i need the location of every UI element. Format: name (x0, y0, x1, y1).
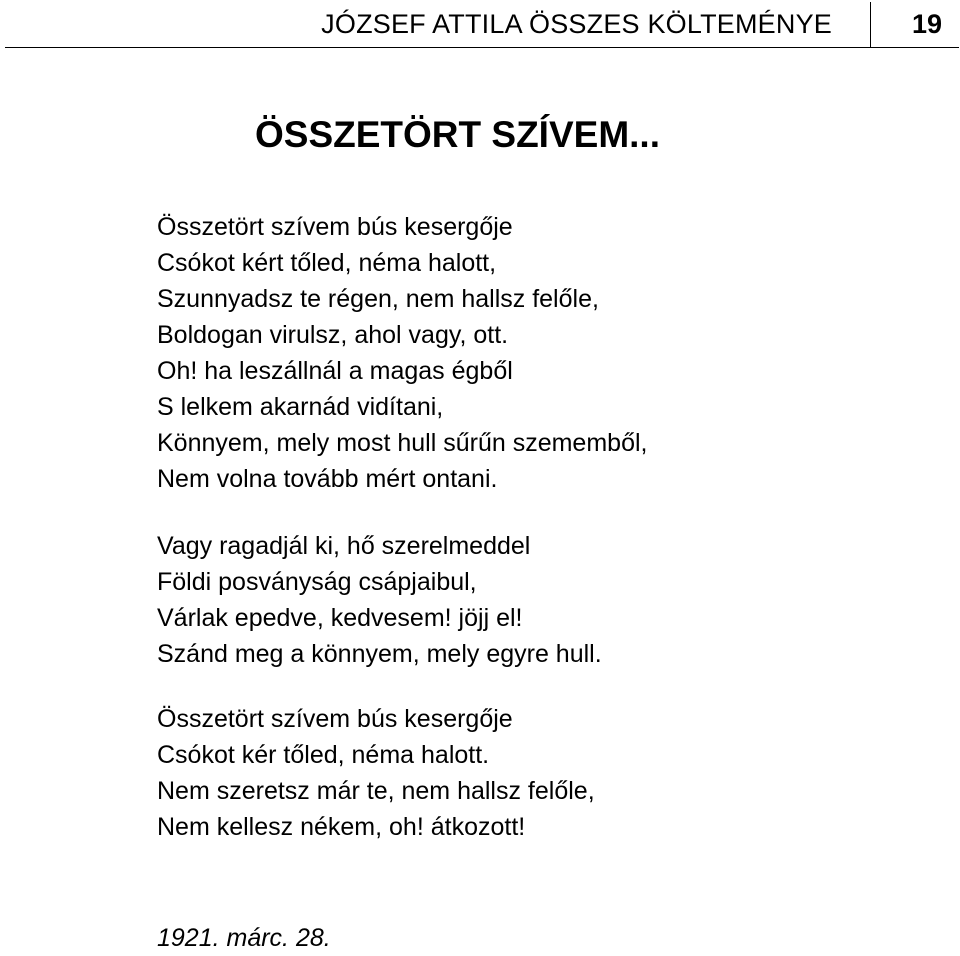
page-header (0, 0, 960, 50)
poem-line: Szánd meg a könnyem, mely egyre hull. (157, 640, 602, 668)
poem-line: Könnyem, mely most hull sűrűn szememből, (157, 429, 648, 457)
header-rule (5, 47, 959, 48)
poem-line: Nem kellesz nékem, oh! átkozott! (157, 813, 526, 841)
stanza-2 (157, 528, 602, 672)
poem-line: S lelkem akarnád vidítani, (157, 393, 444, 421)
poem-title: ÖSSZETÖRT SZÍVEM... (255, 114, 660, 155)
poem-line: Csókot kért tőled, néma halott, (157, 249, 497, 277)
poem-line: Földi posványság csápjaibul, (157, 568, 477, 596)
poem-line: Nem volna tovább mért ontani. (157, 465, 498, 493)
stanza-3 (157, 701, 595, 845)
poem-line: Vagy ragadjál ki, hő szerelmeddel (157, 532, 531, 560)
poem-line: Boldogan virulsz, ahol vagy, ott. (157, 321, 509, 349)
poem-line: Összetört szívem bús kesergője (157, 705, 513, 733)
poem-line: Nem szeretsz már te, nem hallsz felőle, (157, 777, 595, 805)
poem-line: Oh! ha leszállnál a magas égből (157, 357, 513, 385)
stanza-1 (157, 209, 647, 497)
poem-line: Összetört szívem bús kesergője (157, 213, 513, 241)
page-number: 19 (911, 9, 942, 39)
poem-line: Szunnyadsz te régen, nem hallsz felőle, (157, 285, 599, 313)
header-divider (870, 2, 871, 48)
poem-line: Csókot kér tőled, néma halott. (157, 741, 490, 769)
book-title: JÓZSEF ATTILA ÖSSZES KÖLTEMÉNYE (321, 9, 832, 39)
poem-line: Várlak epedve, kedvesem! jöjj el! (157, 604, 523, 632)
poem-date: 1921. márc. 28. (157, 924, 331, 952)
